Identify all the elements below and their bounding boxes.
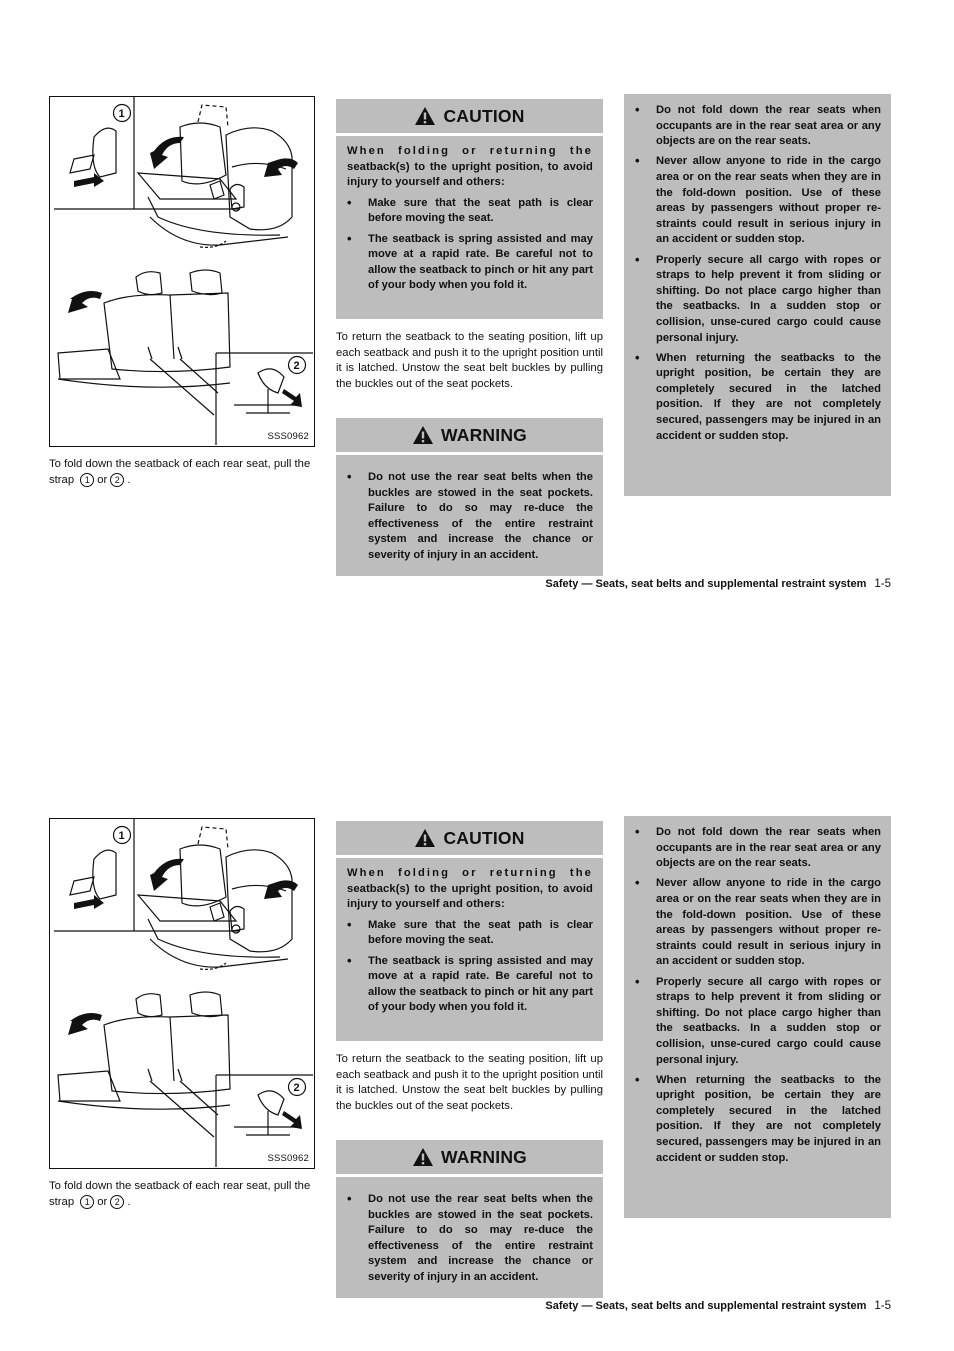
fold-or: or	[97, 474, 108, 486]
callout-1: 1	[118, 830, 125, 842]
ref-circle-2: 2	[110, 473, 124, 487]
caution-intro-spaced: When folding or returning the	[347, 867, 593, 879]
fold-or: or	[97, 1196, 108, 1208]
caution-body	[336, 858, 603, 1016]
fold-text-body: To fold down the seatback of each rear seat, pull the strap	[49, 458, 311, 486]
warning-continued-box	[624, 94, 891, 496]
caution-intro-rest: seatback(s) to the upright position, to avoid injury to yourself and others:	[347, 882, 593, 911]
fold-instruction	[49, 1178, 315, 1210]
warning-item: • Do not use the rear seat belts when the buckles are stowed in the seat pockets. Failure to do so may re-duce the effectiveness of the entire restraint system and increase the chance or severity of injury in an accident.	[347, 1192, 593, 1286]
page-number: 1-5	[874, 1300, 891, 1312]
fold-period: .	[127, 1196, 131, 1208]
caution-box	[336, 821, 603, 1041]
fold-period: .	[127, 474, 131, 486]
ref-circle-1: 1	[80, 1195, 94, 1209]
warning-continued-item: • Never allow anyone to ride in the cargo area or on the rear seats when they are in the fold-down position. Use of these areas by passengers without proper re-straints could result in serious injury in an accident or sudden stop.	[635, 876, 881, 970]
caution-list	[347, 196, 593, 294]
warning-continued-item: • Do not fold down the rear seats when occupants are in the rear seat area or any objects are on the rear seats.	[635, 103, 881, 150]
caution-item: • The seatback is spring assisted and may move at a rapid rate. Be careful not to allow the seatback to pinch or hit any part of your body when you fold it.	[347, 954, 593, 1016]
caution-item: • Make sure that the seat path is clear before moving the seat.	[347, 918, 593, 949]
warning-continued-list	[635, 825, 881, 1166]
figure-code: SSS0962	[267, 431, 309, 442]
return-instruction: To return the seatback to the seating position, lift up each seatback and push it to the upright position until it is latched. Unstow the seat belt buckles by pulling the buckles out of the seat pockets.	[336, 331, 603, 391]
caution-item: • The seatback is spring assisted and may move at a rapid rate. Be careful not to allow the seatback to pinch or hit any part of your body when you fold it.	[347, 232, 593, 294]
caution-intro-spaced: When folding or returning the	[347, 145, 593, 157]
warning-title: WARNING	[441, 1146, 527, 1167]
return-instruction: To return the seatback to the seating position, lift up each seatback and push it to the upright position until it is latched. Unstow the seat belt buckles by pulling the buckles out of the seat pockets.	[336, 1053, 603, 1113]
warning-header	[336, 1140, 603, 1177]
caution-title: CAUTION	[443, 105, 525, 126]
page-number: 1-5	[874, 578, 891, 590]
figure-code: SSS0962	[267, 1153, 309, 1164]
warning-body	[336, 455, 603, 564]
caution-intro	[347, 144, 593, 191]
caution-title: CAUTION	[443, 827, 525, 848]
warning-box	[336, 1140, 603, 1298]
warning-continued-item: • Never allow anyone to ride in the cargo area or on the rear seats when they are in the fold-down position. Use of these areas by passengers without proper re-straints could result in serious injury in an accident or sudden stop.	[635, 154, 881, 248]
warning-body	[336, 1177, 603, 1286]
caution-list	[347, 918, 593, 1016]
page-copy-bottom	[0, 722, 954, 1312]
warning-box	[336, 418, 603, 576]
warning-continued-list	[635, 103, 881, 444]
ref-circle-1: 1	[80, 473, 94, 487]
warning-triangle-icon	[414, 828, 436, 848]
seat-fold-illustration	[49, 818, 315, 1169]
warning-title: WARNING	[441, 424, 527, 445]
warning-triangle-icon	[412, 425, 434, 445]
footer-section: Safety — Seats, seat belts and supplemental restraint system	[545, 1300, 867, 1312]
callout-2: 2	[293, 1082, 300, 1094]
caution-header	[336, 821, 603, 858]
warning-triangle-icon	[414, 106, 436, 126]
callout-1: 1	[118, 108, 125, 120]
page-footer	[336, 1300, 891, 1312]
warning-triangle-icon	[412, 1147, 434, 1167]
callout-2: 2	[293, 360, 300, 372]
fold-text-body: To fold down the seatback of each rear seat, pull the strap	[49, 1180, 311, 1208]
caution-intro-rest: seatback(s) to the upright position, to avoid injury to yourself and others:	[347, 160, 593, 189]
warning-continued-item: • When returning the seatbacks to the upright position, be certain they are completely secured in the latched position. If they are not completely secured, passengers may be injured in an accident or sudden stop.	[635, 1073, 881, 1167]
caution-header	[336, 99, 603, 136]
seat-diagram	[50, 97, 313, 445]
footer-section: Safety — Seats, seat belts and supplemental restraint system	[545, 578, 867, 590]
fold-instruction	[49, 456, 315, 488]
caution-box	[336, 99, 603, 319]
warning-continued-item: • Properly secure all cargo with ropes or straps to help prevent it from sliding or shifting. Do not place cargo higher than the seatbacks. In a sudden stop or collision, unse-cured cargo could cause personal injury.	[635, 975, 881, 1069]
warning-list	[347, 1192, 593, 1286]
warning-continued-item: • When returning the seatbacks to the upright position, be certain they are completely secured in the latched position. If they are not completely secured, passengers may be injured in an accident or sudden stop.	[635, 351, 881, 445]
seat-fold-illustration	[49, 96, 315, 447]
warning-item: • Do not use the rear seat belts when the buckles are stowed in the seat pockets. Failure to do so may re-duce the effectiveness of the entire restraint system and increase the chance or severity of injury in an accident.	[347, 470, 593, 564]
page-footer	[336, 578, 891, 590]
caution-intro	[347, 866, 593, 913]
seat-diagram	[50, 819, 313, 1167]
warning-continued-box	[624, 816, 891, 1218]
warning-continued-item: • Do not fold down the rear seats when occupants are in the rear seat area or any objects are on the rear seats.	[635, 825, 881, 872]
caution-item: • Make sure that the seat path is clear before moving the seat.	[347, 196, 593, 227]
warning-list	[347, 470, 593, 564]
page-copy-top	[0, 0, 954, 590]
warning-header	[336, 418, 603, 455]
warning-continued-item: • Properly secure all cargo with ropes or straps to help prevent it from sliding or shifting. Do not place cargo higher than the seatbacks. In a sudden stop or collision, unse-cured cargo could cause personal injury.	[635, 253, 881, 347]
ref-circle-2: 2	[110, 1195, 124, 1209]
caution-body	[336, 136, 603, 294]
